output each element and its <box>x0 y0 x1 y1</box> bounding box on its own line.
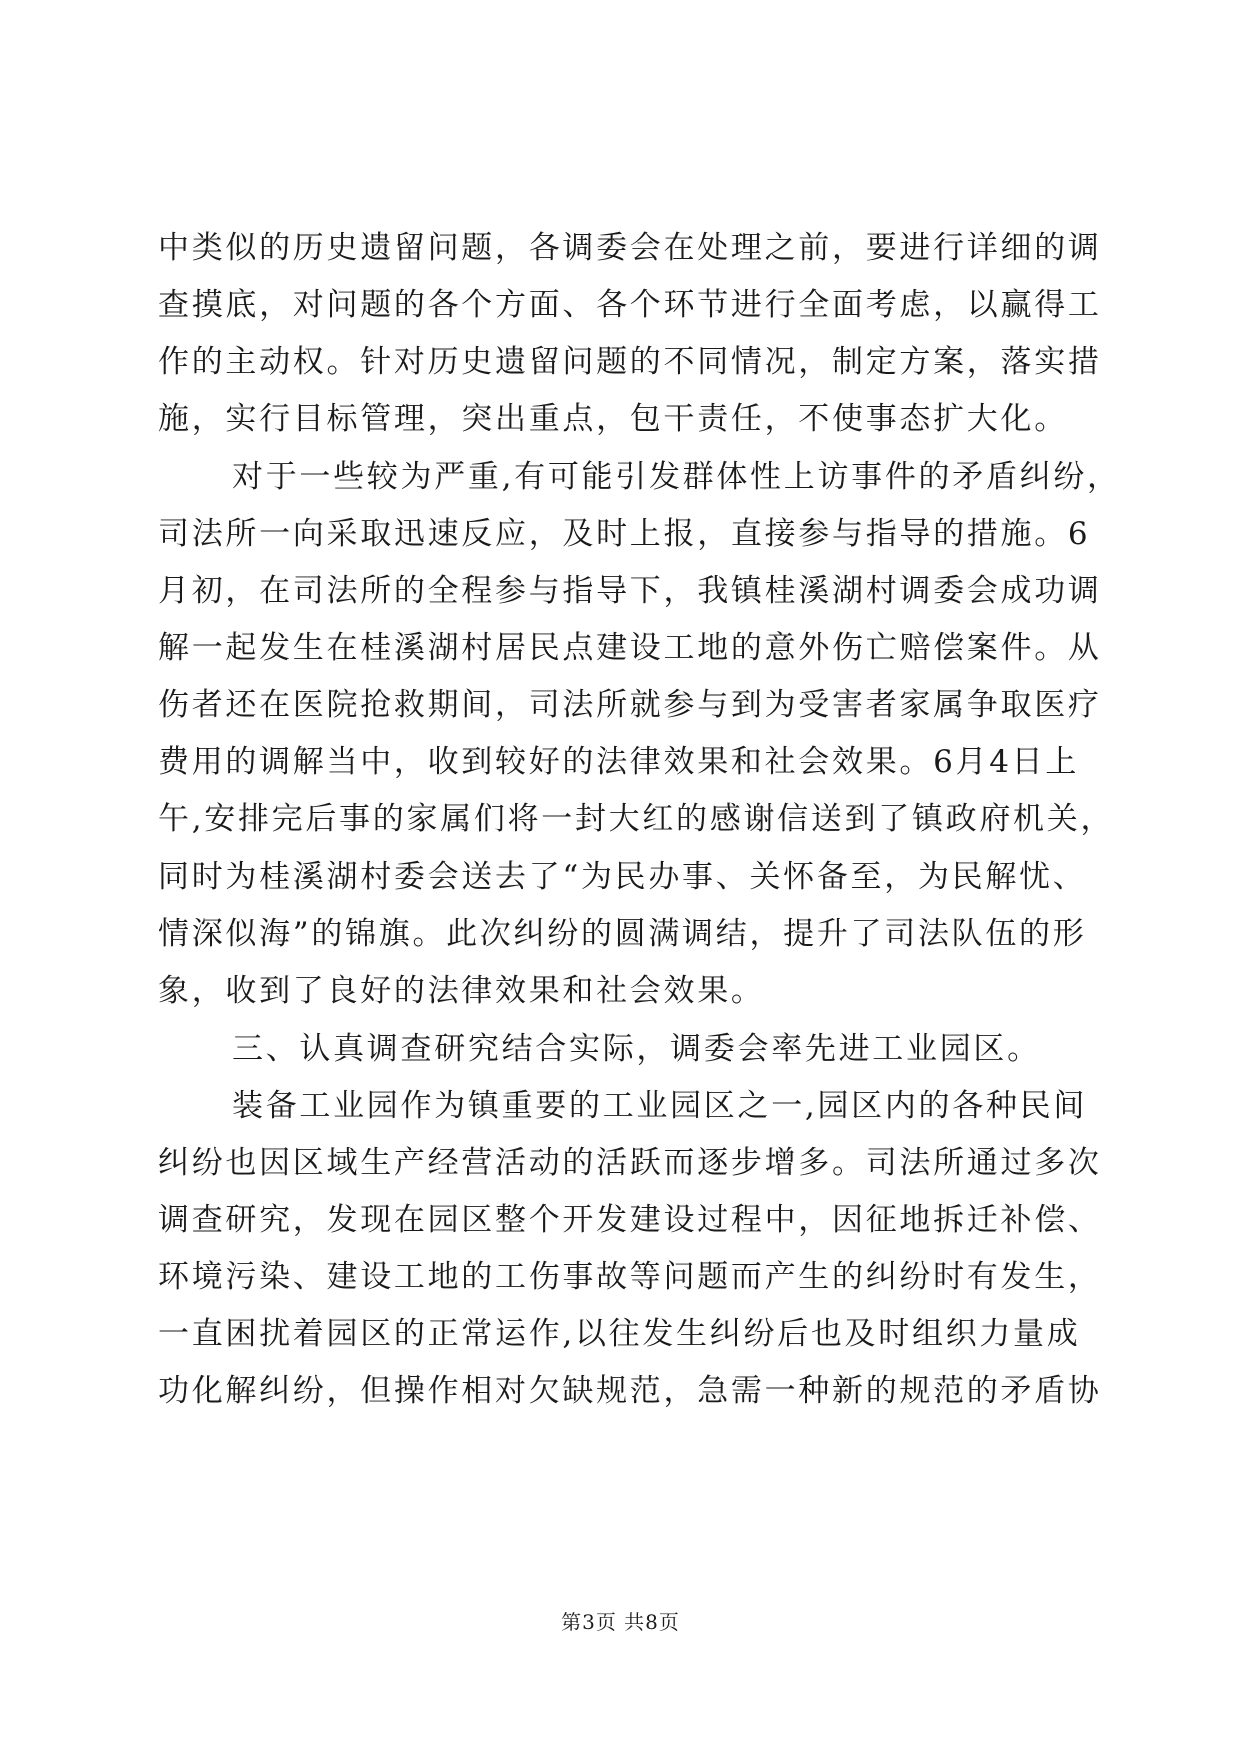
text-line: 象，收到了良好的法律效果和社会效果。 <box>158 973 765 1009</box>
text-line: 同时为桂溪湖村委会送去了“为民办事、关怀备至，为民解忧、 <box>158 859 1087 895</box>
text-line: 环境污染、建设工地的工伤事故等问题而产生的纠纷时有发生， <box>158 1259 1102 1295</box>
text-line: 午,安排完后事的家属们将一封大红的感谢信送到了镇政府机关， <box>158 801 1115 837</box>
text-line: 中类似的历史遗留问题，各调委会在处理之前，要进行详细的调 <box>158 230 1102 266</box>
section-heading: 三、认真调查研究结合实际，调委会率先进工业园区。 <box>232 1031 1041 1067</box>
text-line: 功化解纠纷，但操作相对欠缺规范，急需一种新的规范的矛盾协 <box>158 1373 1102 1409</box>
text-line: 月初，在司法所的全程参与指导下，我镇桂溪湖村调委会成功调 <box>158 573 1102 609</box>
text-line: 费用的调解当中，收到较好的法律效果和社会效果。6月4日上 <box>158 744 1080 780</box>
page-number: 第3页 共8页 <box>561 1610 680 1634</box>
text-line: 查摸底，对问题的各个方面、各个环节进行全面考虑，以赢得工 <box>158 287 1102 323</box>
text-line: 纠纷也因区域生产经营活动的活跃而逐步增多。司法所通过多次 <box>158 1145 1102 1181</box>
text-line: 司法所一向采取迅速反应，及时上报，直接参与指导的措施。6 <box>158 516 1091 552</box>
text-line: 解一起发生在桂溪湖村居民点建设工地的意外伤亡赔偿案件。从 <box>158 630 1102 666</box>
text-line: 施，实行目标管理，突出重点，包干责任，不使事态扩大化。 <box>158 401 1068 437</box>
text-line: 情深似海”的锦旗。此次纠纷的圆满调结，提升了司法队伍的形 <box>158 916 1087 952</box>
paragraph-first-line: 装备工业园作为镇重要的工业园区之一,园区内的各种民间 <box>232 1088 1088 1124</box>
text-line: 一直困扰着园区的正常运作,以往发生纠纷后也及时组织力量成 <box>158 1316 1081 1352</box>
text-line: 伤者还在医院抢救期间，司法所就参与到为受害者家属争取医疗 <box>158 687 1102 723</box>
text-line: 作的主动权。针对历史遗留问题的不同情况，制定方案，落实措 <box>158 344 1102 380</box>
text-line: 调查研究，发现在园区整个开发建设过程中，因征地拆迁补偿、 <box>158 1202 1102 1238</box>
paragraph-first-line: 对于一些较为严重,有可能引发群体性上访事件的矛盾纠纷， <box>232 459 1121 495</box>
